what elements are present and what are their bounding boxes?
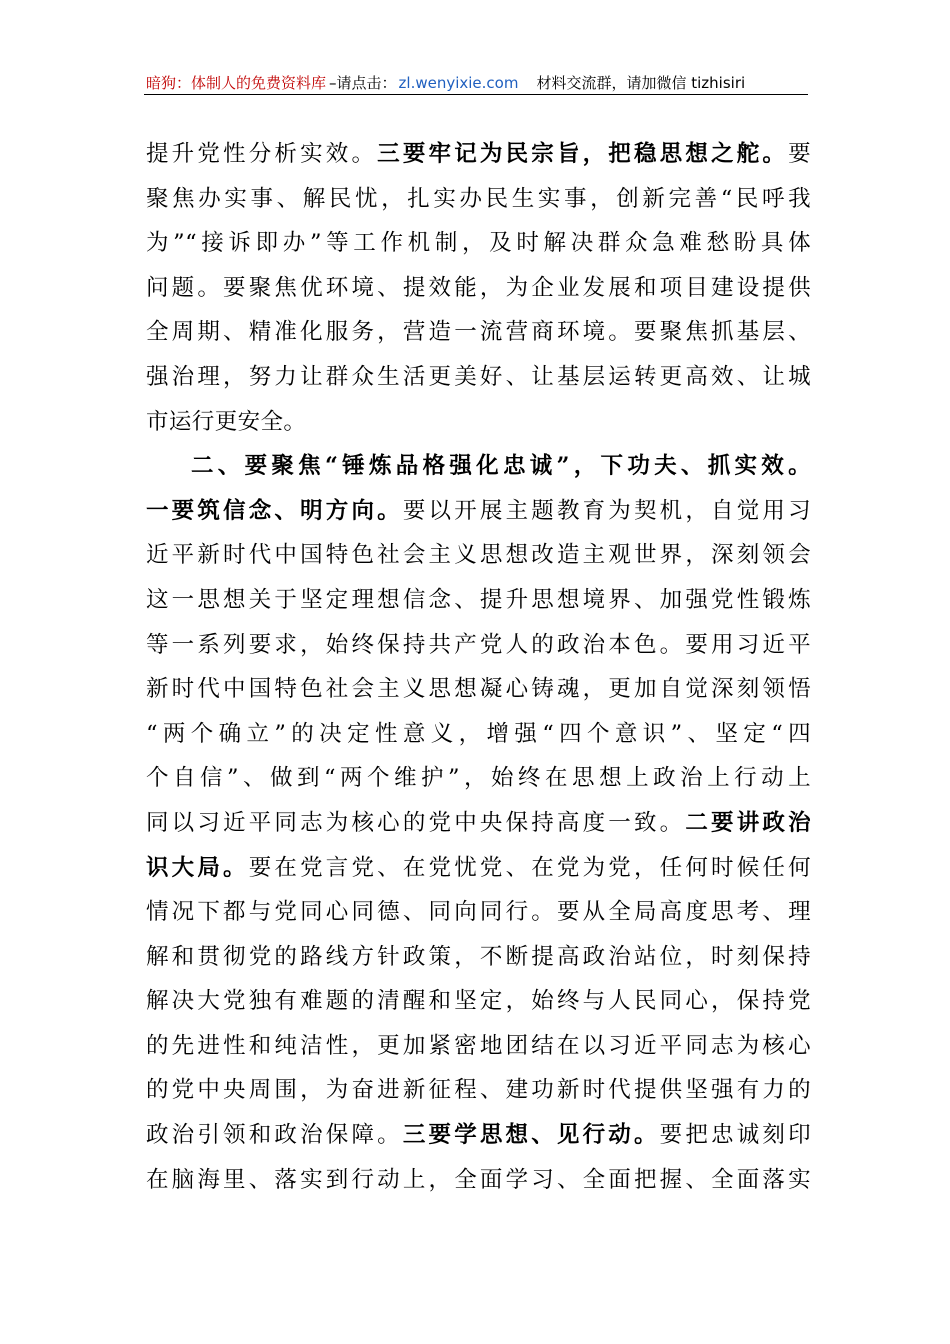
text-line: 提升党性分析实效。三要牢记为民宗旨，把稳思想之舵。要 bbox=[146, 141, 811, 167]
text-line: 为”“接诉即办”等工作机制，及时解决群众急难愁盼具体 bbox=[146, 230, 811, 257]
document-body bbox=[146, 132, 811, 1202]
text-line: 同以习近平同志为核心的党中央保持高度一致。二要讲政治 bbox=[146, 809, 811, 836]
text-line: 这一思想关于坚定理想信念、提升思想境界、加强党性锻炼 bbox=[146, 586, 811, 613]
text-line: 全周期、精准化服务，营造一流营商环境。要聚焦抓基层、 bbox=[146, 319, 811, 346]
header-divider bbox=[144, 94, 808, 95]
text-line: 聚焦办实事、解民忧，扎实办民生实事，创新完善“民呼我 bbox=[146, 185, 811, 212]
header-brand: 暗狗：体制人的免费资料库 bbox=[146, 74, 327, 92]
text-line: 一要筑信念、明方向。要以开展主题教育为契机，自觉用习 bbox=[146, 497, 811, 524]
text-line: 的党中央周围，为奋进新征程、建功新时代提供坚强有力的 bbox=[146, 1077, 811, 1104]
text-line: 近平新时代中国特色社会主义思想改造主观世界，深刻领会 bbox=[146, 542, 811, 569]
page-header bbox=[146, 70, 806, 96]
text-line: 个自信”、做到“两个维护”，始终在思想上政治上行动上 bbox=[146, 765, 811, 792]
text-line: 的先进性和纯洁性，更加紧密地团结在以习近平同志为核心 bbox=[146, 1032, 811, 1059]
text-line: “两个确立”的决定性意义，增强“四个意识”、坚定“四 bbox=[146, 720, 811, 747]
text-line: 在脑海里、落实到行动上，全面学习、全面把握、全面落实 bbox=[146, 1166, 811, 1193]
text-line: 解和贯彻党的路线方针政策，不断提高政治站位，时刻保持 bbox=[146, 943, 811, 970]
header-url-link[interactable]: zl.wenyixie.com bbox=[398, 74, 519, 92]
text-line: 市运行更安全。 bbox=[146, 408, 307, 435]
text-line: 等一系列要求，始终保持共产党人的政治本色。要用习近平 bbox=[146, 631, 811, 658]
text-line: 强治理，努力让群众生活更美好、让基层运转更高效、让城 bbox=[146, 363, 811, 390]
text-line: 情况下都与党同心同德、同向同行。要从全局高度思考、理 bbox=[146, 899, 811, 926]
text-line: 问题。要聚焦优环境、提效能，为企业发展和项目建设提供 bbox=[146, 274, 811, 301]
text-line: 解决大党独有难题的清醒和坚定，始终与人民同心，保持党 bbox=[146, 988, 811, 1015]
header-wechat-note: 材料交流群，请加微信 tizhisiri bbox=[536, 74, 746, 92]
text-line: 新时代中国特色社会主义思想凝心铸魂，更加自觉深刻领悟 bbox=[146, 676, 811, 703]
header-prompt: –请点击： bbox=[329, 74, 397, 92]
text-line: 政治引领和政治保障。三要学思想、见行动。要把忠诚刻印 bbox=[146, 1122, 811, 1149]
text-line: 识大局。要在党言党、在党忧党、在党为党，任何时候任何 bbox=[146, 854, 811, 881]
section-heading: 二、要聚焦“锤炼品格强化忠诚”，下功夫、抓实效。 bbox=[191, 453, 811, 480]
